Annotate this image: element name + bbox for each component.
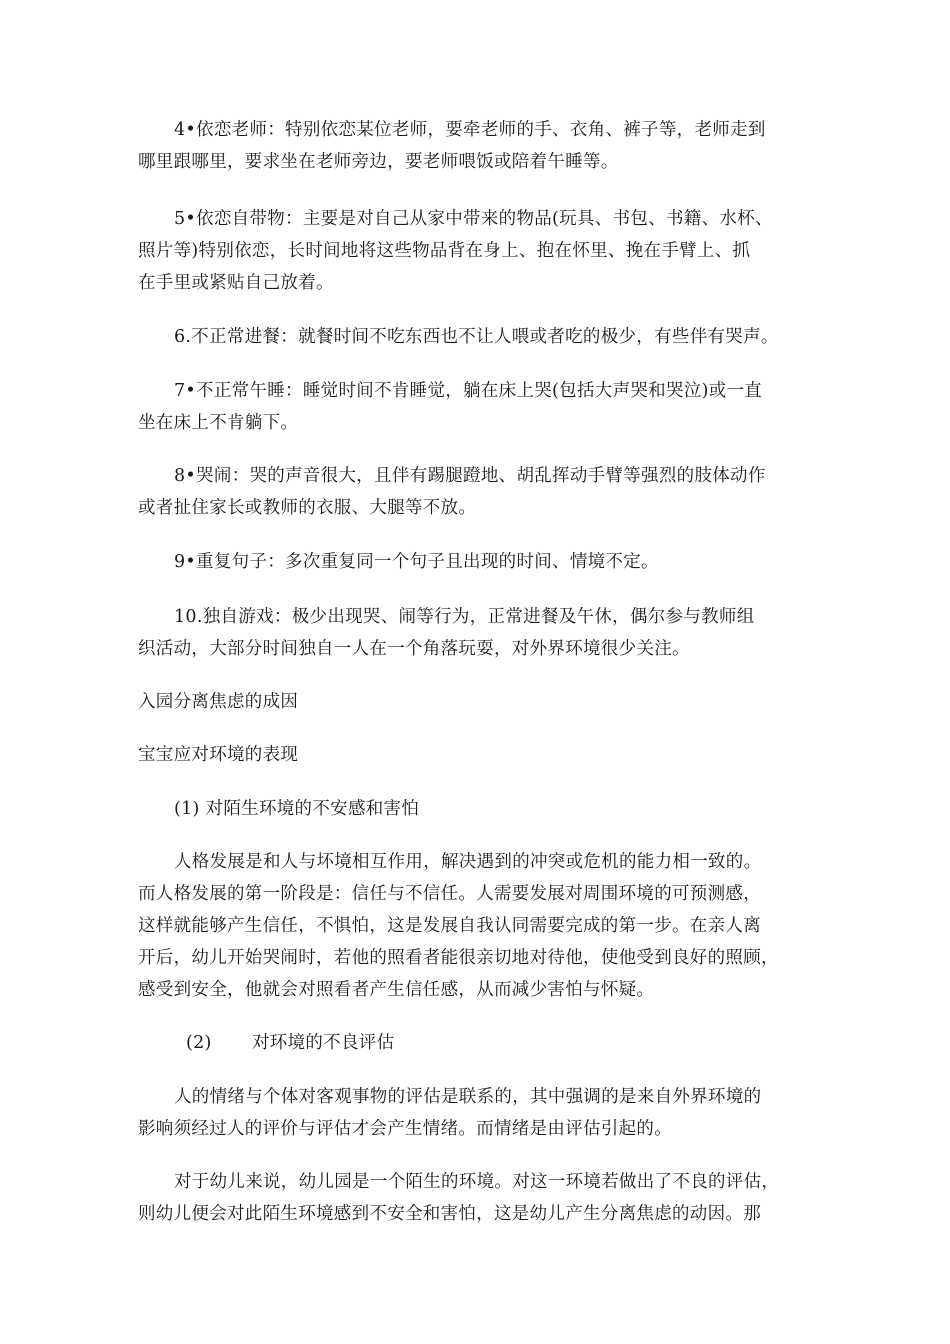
item-6-abnormal-eating: 6.不正常进餐：就餐时间不吃东西也不让人喂或者吃的极少，有些伴有哭声。 — [174, 327, 779, 347]
section-2-body-2: 对于幼儿来说，幼儿园是一个陌生的环境。对这一环境若做出了不良的评估， 则幼儿便会对此陌生环境感到不安全和害怕，这是幼儿产生分离焦虑的动因。那 — [138, 1172, 780, 1224]
section-1-title: (1) 对陌生环境的不安感和害怕 — [174, 799, 420, 819]
section-2-body-1: 人的情绪与个体对客观事物的评估是联系的，其中强调的是来自外界环境的 影响须经过人的评价与评估才会产生情绪。而情绪是由评估引起的。 — [138, 1087, 762, 1139]
item-5-dependence-on-belongings: 5•依恋自带物：主要是对自己从家中带来的物品(玩具、书包、书籍、水杯、 照片等)特别依恋，长时间地将这些物品背在身上、抱在怀里、挽在手臂上、抓 在手里或紧贴自己放着。 — [138, 209, 773, 293]
item-9-repeating-sentences: 9•重复句子：多次重复同一个句子且出现的时间、情境不定。 — [174, 552, 659, 572]
section-2-number: (2) — [186, 1033, 212, 1053]
heading-causes: 入园分离焦虑的成因 — [138, 692, 299, 712]
section-2-title — [186, 1027, 826, 1059]
section-1-body: 人格发展是和人与坏境相互作用，解决遇到的冲突或危机的能力相一致的。 而人格发展的第一阶段是：信任与不信任。人需要发展对周围环境的可预测感， 这样就能够产生信任，不惧怕，这是发展自我认同需要完成的第一步。在亲人离 开后，幼儿开始哭闹时，若他的照看者能很亲切地对待他，使他受到良好的照顾， 感受到安全，他就会对照看者产生信任感，从而减少害怕与怀疑。 — [138, 852, 779, 1000]
item-8-crying: 8•哭闹：哭的声音很大，且伴有踢腿蹬地、胡乱挥动手臂等强烈的肢体动作 或者扯住家长或教师的衣服、大腿等不放。 — [138, 466, 766, 518]
item-4-dependence-on-teacher: 4•依恋老师：特别依恋某位老师，要牵老师的手、衣角、裤子等，老师走到 哪里跟哪里，要求坐在老师旁边，要老师喂饭或陪着午睡等。 — [138, 120, 766, 172]
heading-response: 宝宝应对环境的表现 — [138, 745, 299, 765]
section-2-title-text: 对环境的不良评估 — [252, 1033, 395, 1053]
item-7-abnormal-nap: 7•不正常午睡：睡觉时间不肯睡觉，躺在床上哭(包括大声哭和哭泣)或一直 坐在床上不肯躺下。 — [138, 381, 763, 433]
item-10-playing-alone: 10.独自游戏：极少出现哭、闹等行为，正常进餐及午休，偶尔参与教师组 织活动，大部分时间独自一人在一个角落玩耍，对外界环境很少关注。 — [138, 607, 755, 659]
